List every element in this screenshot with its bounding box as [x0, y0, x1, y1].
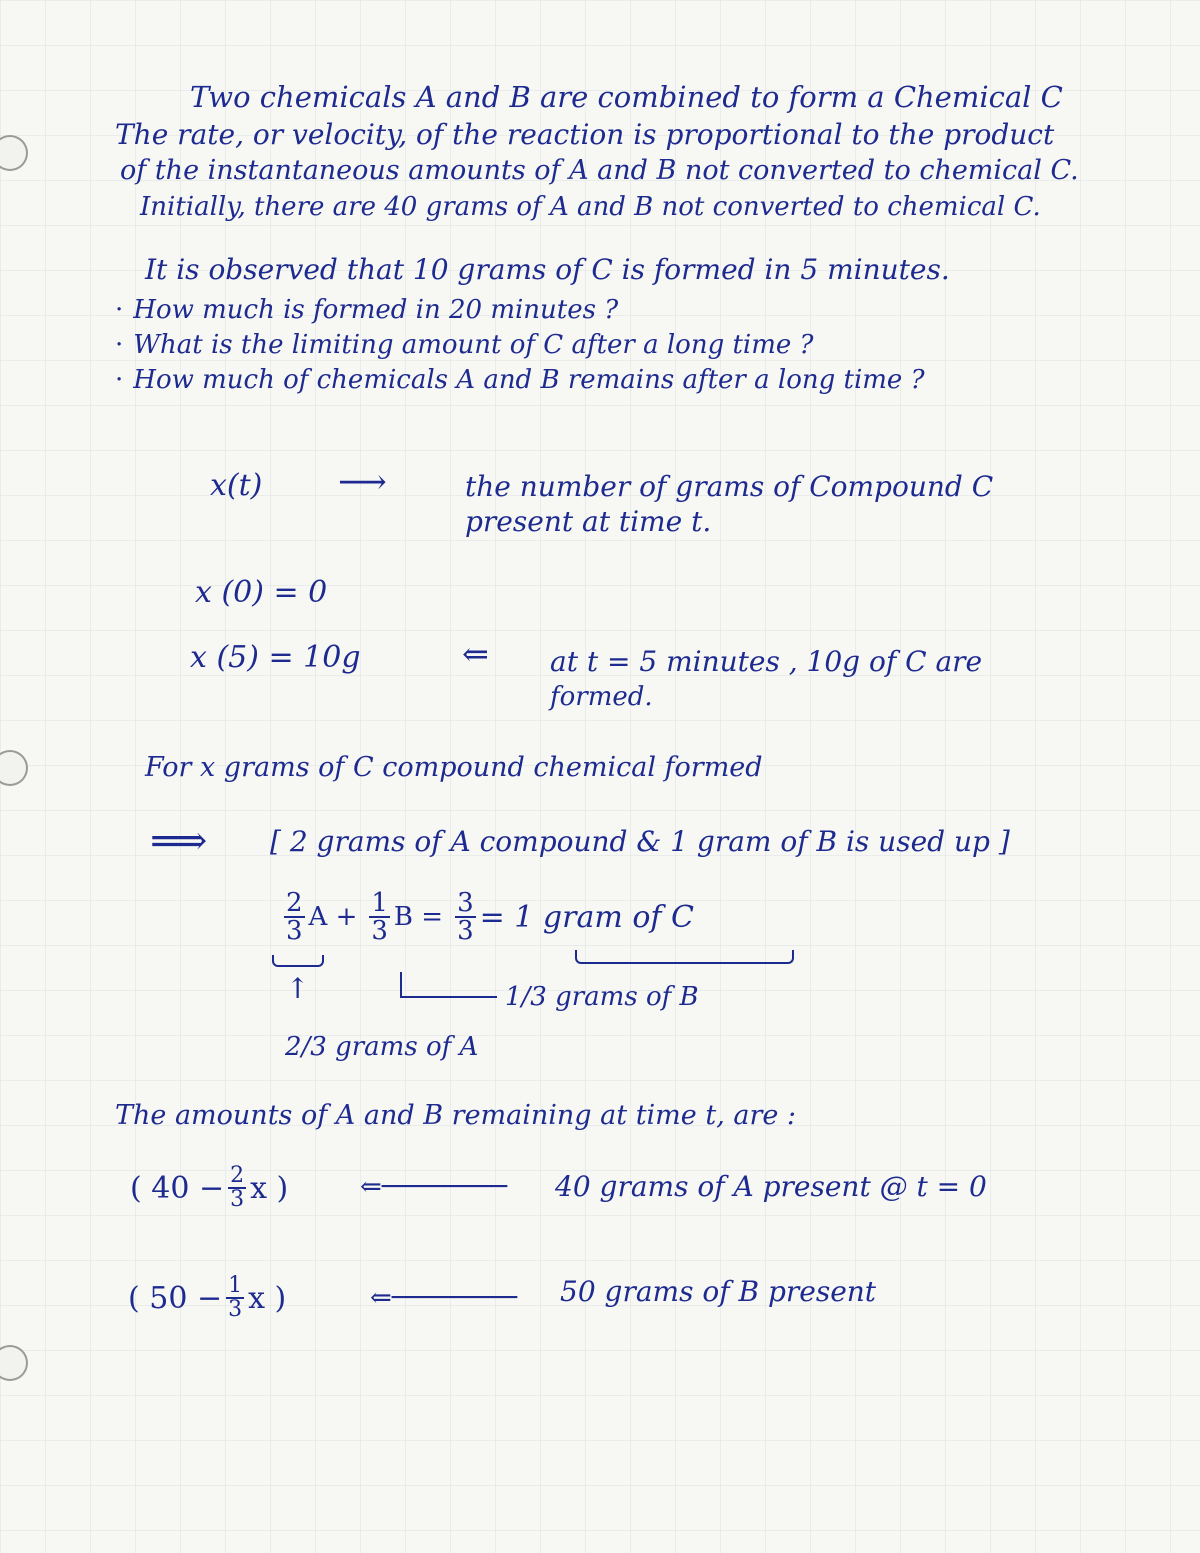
question-2: · What is the limiting amount of C after a long time ?	[115, 330, 814, 360]
implies-arrow: ⟹	[150, 818, 208, 864]
remaining-a-expression: ( 40 − $\frac{2}{3}$ x )	[130, 1163, 289, 1212]
remaining-a-arrow: ⇐────────	[360, 1172, 508, 1202]
fraction-b-coefficient: $\frac{1}{3}$	[228, 1273, 243, 1322]
up-arrow-icon: ↑	[286, 972, 310, 1005]
binder-hole-top	[0, 135, 28, 171]
condition-note-2: formed.	[550, 682, 653, 712]
initial-condition-x5: x (5) = 10g	[190, 640, 361, 675]
question-3: · How much of chemicals A and B remains after a long time ?	[115, 365, 925, 395]
bullet-icon: ·	[115, 330, 124, 360]
initial-condition-x0: x (0) = 0	[195, 575, 328, 610]
label-b: B =	[393, 902, 444, 932]
fraction-two-thirds: $\frac{2}{3}$	[286, 888, 303, 946]
problem-line-1: Two chemicals A and B are combined to form a Chemical C	[190, 80, 1063, 114]
stoich-intro: For x grams of C compound chemical formed	[145, 752, 763, 783]
definition-text-1: the number of grams of Compound C	[465, 470, 994, 503]
bullet-icon: ·	[115, 295, 124, 325]
problem-line-2: The rate, or velocity, of the reaction is proportional to the product	[115, 118, 1055, 151]
question-1: · How much is formed in 20 minutes ?	[115, 295, 619, 325]
brace-gram-of-c	[575, 950, 794, 964]
stoich-bracket: [ 2 grams of A compound & 1 gram of B is used up ]	[270, 825, 1010, 858]
fraction-one-third: $\frac{1}{3}$	[371, 888, 388, 946]
binder-hole-bottom	[0, 1345, 28, 1381]
condition-note-1: at t = 5 minutes , 10g of C are	[550, 645, 983, 678]
note-a: 2/3 grams of A	[285, 1032, 479, 1062]
problem-line-5: It is observed that 10 grams of C is formed in 5 minutes.	[145, 253, 950, 286]
remaining-b-note: 50 grams of B present	[560, 1275, 877, 1308]
remaining-b-arrow: ⇐────────	[370, 1283, 518, 1313]
problem-line-3: of the instantaneous amounts of A and B not converted to chemical C.	[120, 155, 1079, 186]
remaining-intro: The amounts of A and B remaining at time t, are :	[115, 1100, 797, 1131]
remaining-a-note: 40 grams of A present @ t = 0	[555, 1170, 987, 1203]
definition-text-2: present at time t.	[465, 505, 712, 538]
label-a: A +	[308, 902, 358, 932]
connector-b	[400, 972, 497, 998]
equation-result: = 1 gram of C	[479, 899, 694, 935]
remaining-b-expression: ( 50 − $\frac{1}{3}$ x )	[128, 1273, 287, 1322]
variable-x-of-t: x(t)	[210, 468, 263, 503]
brace-two-thirds	[272, 955, 324, 967]
stoich-equation	[280, 890, 694, 944]
problem-line-4: Initially, there are 40 grams of A and B not converted to chemical C.	[140, 192, 1041, 222]
condition-arrow: ⇐	[462, 635, 489, 673]
note-b: 1/3 grams of B	[505, 982, 699, 1012]
bullet-icon: ·	[115, 365, 124, 395]
fraction-a-coefficient: $\frac{2}{3}$	[230, 1163, 245, 1212]
binder-hole-middle	[0, 750, 28, 786]
fraction-three-thirds: $\frac{3}{3}$	[457, 888, 474, 946]
definition-arrow: ⟶	[338, 462, 387, 502]
